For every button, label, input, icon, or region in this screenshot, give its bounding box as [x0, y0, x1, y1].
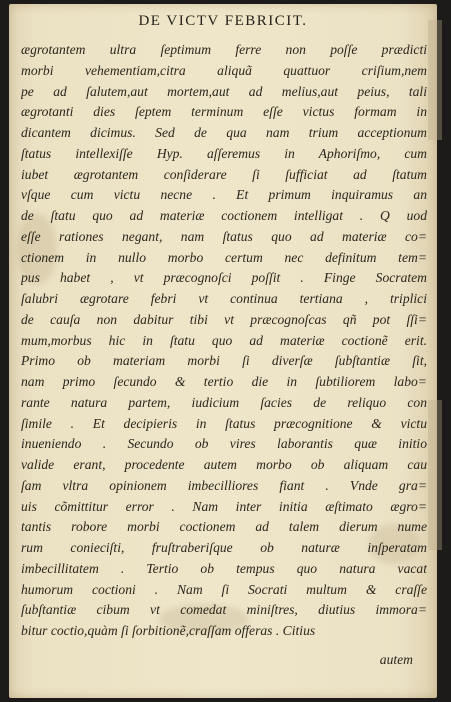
page-edge-bleed: [428, 400, 442, 550]
text-line: ctionem in nullo morbo certum nec definitum tem=: [21, 249, 427, 265]
text-line: bitur coctio,quàm ſi ſorbitionẽ,craſſam offeras . Citius: [21, 623, 316, 638]
text-line: nam primo ſecundo & tertio die in ſubtiliorem labo=: [21, 374, 427, 389]
text-line: ægrotanti dies ſeptem terminum eſſe victus formam in: [21, 104, 427, 120]
text-line: rante natura partem, iudicium ſacies de reliquo con: [21, 394, 427, 410]
text-line: morbi vehementiam,citra aliquã quattuor criſium,nem: [21, 62, 427, 78]
text-line: de ſtatu quo ad materiæ coctionem intelligat . Q uod: [21, 208, 427, 223]
text-line: ſimile . Et decipieris in ſtatus præcognitione & victu: [21, 415, 427, 431]
body-text: [21, 40, 427, 642]
book-page: [9, 4, 437, 698]
text-line: uis cõmittitur error . Nam inter initia æſtimato ægro=: [21, 498, 427, 514]
text-line: ſtatus intellexiſſe Hyp. aſſeremus in Aphoriſmo, cum: [21, 145, 427, 161]
text-line: ægrotantem ultra ſeptimum ferre non poſſe prædicti: [21, 42, 427, 57]
text-line: ſubſtantiæ cibum vt comedat miniſtres, diutius immora=: [21, 602, 427, 618]
text-line: tantis robore morbi coctionem ad talem dierum nume: [21, 519, 427, 535]
catchword: autem: [379, 652, 413, 667]
text-line: pus habet , vt præcognoſci poſſit . Finge Socratem: [21, 270, 427, 286]
page-edge-bleed: [428, 20, 442, 140]
running-head: DE VICTV FEBRICIT.: [138, 13, 308, 29]
text-line: ſalubri ægrotare febri vt continua tertiana , triplici: [21, 291, 427, 306]
text-line: vſque cum victu necne . Et primum inquiramus an: [21, 187, 427, 203]
text-line: mum,morbus hic in ſtatu quo ad materiæ coctionẽ erit.: [21, 332, 427, 348]
text-line: de cauſa non dabitur tibi vt præcognoſcas qñ pot ſſi=: [21, 311, 427, 327]
text-line: pe ad ſalutem,aut mortem,aut ad melius,aut peius, tali: [21, 83, 427, 99]
text-line: Primo ob materiam morbi ſi diverſæ ſubſtantiæ ſit,: [21, 353, 427, 369]
text-line: inueniendo . Secundo ob vires laborantis quæ initio: [21, 436, 427, 452]
text-line: valide erant, procedente autem morbo ob aliquam cau: [21, 457, 427, 472]
text-line: dicantem dicimus. Sed de qua nam trium acceptionum: [21, 125, 427, 140]
text-line: humorum coctioni . Nam ſi Socrati multum & craſſe: [21, 581, 427, 597]
text-line: imbecillitatem . Tertio ob tempus quo natura vacat: [21, 560, 427, 576]
text-line: ſam vltra opinionem imbecilliores fiant . Vnde gra=: [21, 477, 427, 493]
text-line: eſſe rationes negant, nam ſtatus quo ad materiæ co=: [21, 228, 427, 244]
text-line: rum conieciſti, fruſtraberiſque ob naturæ inſperatam: [21, 540, 427, 555]
text-line: iubet ægrotantem conſiderare ſi ſufficiat ad ſtatum: [21, 166, 427, 182]
